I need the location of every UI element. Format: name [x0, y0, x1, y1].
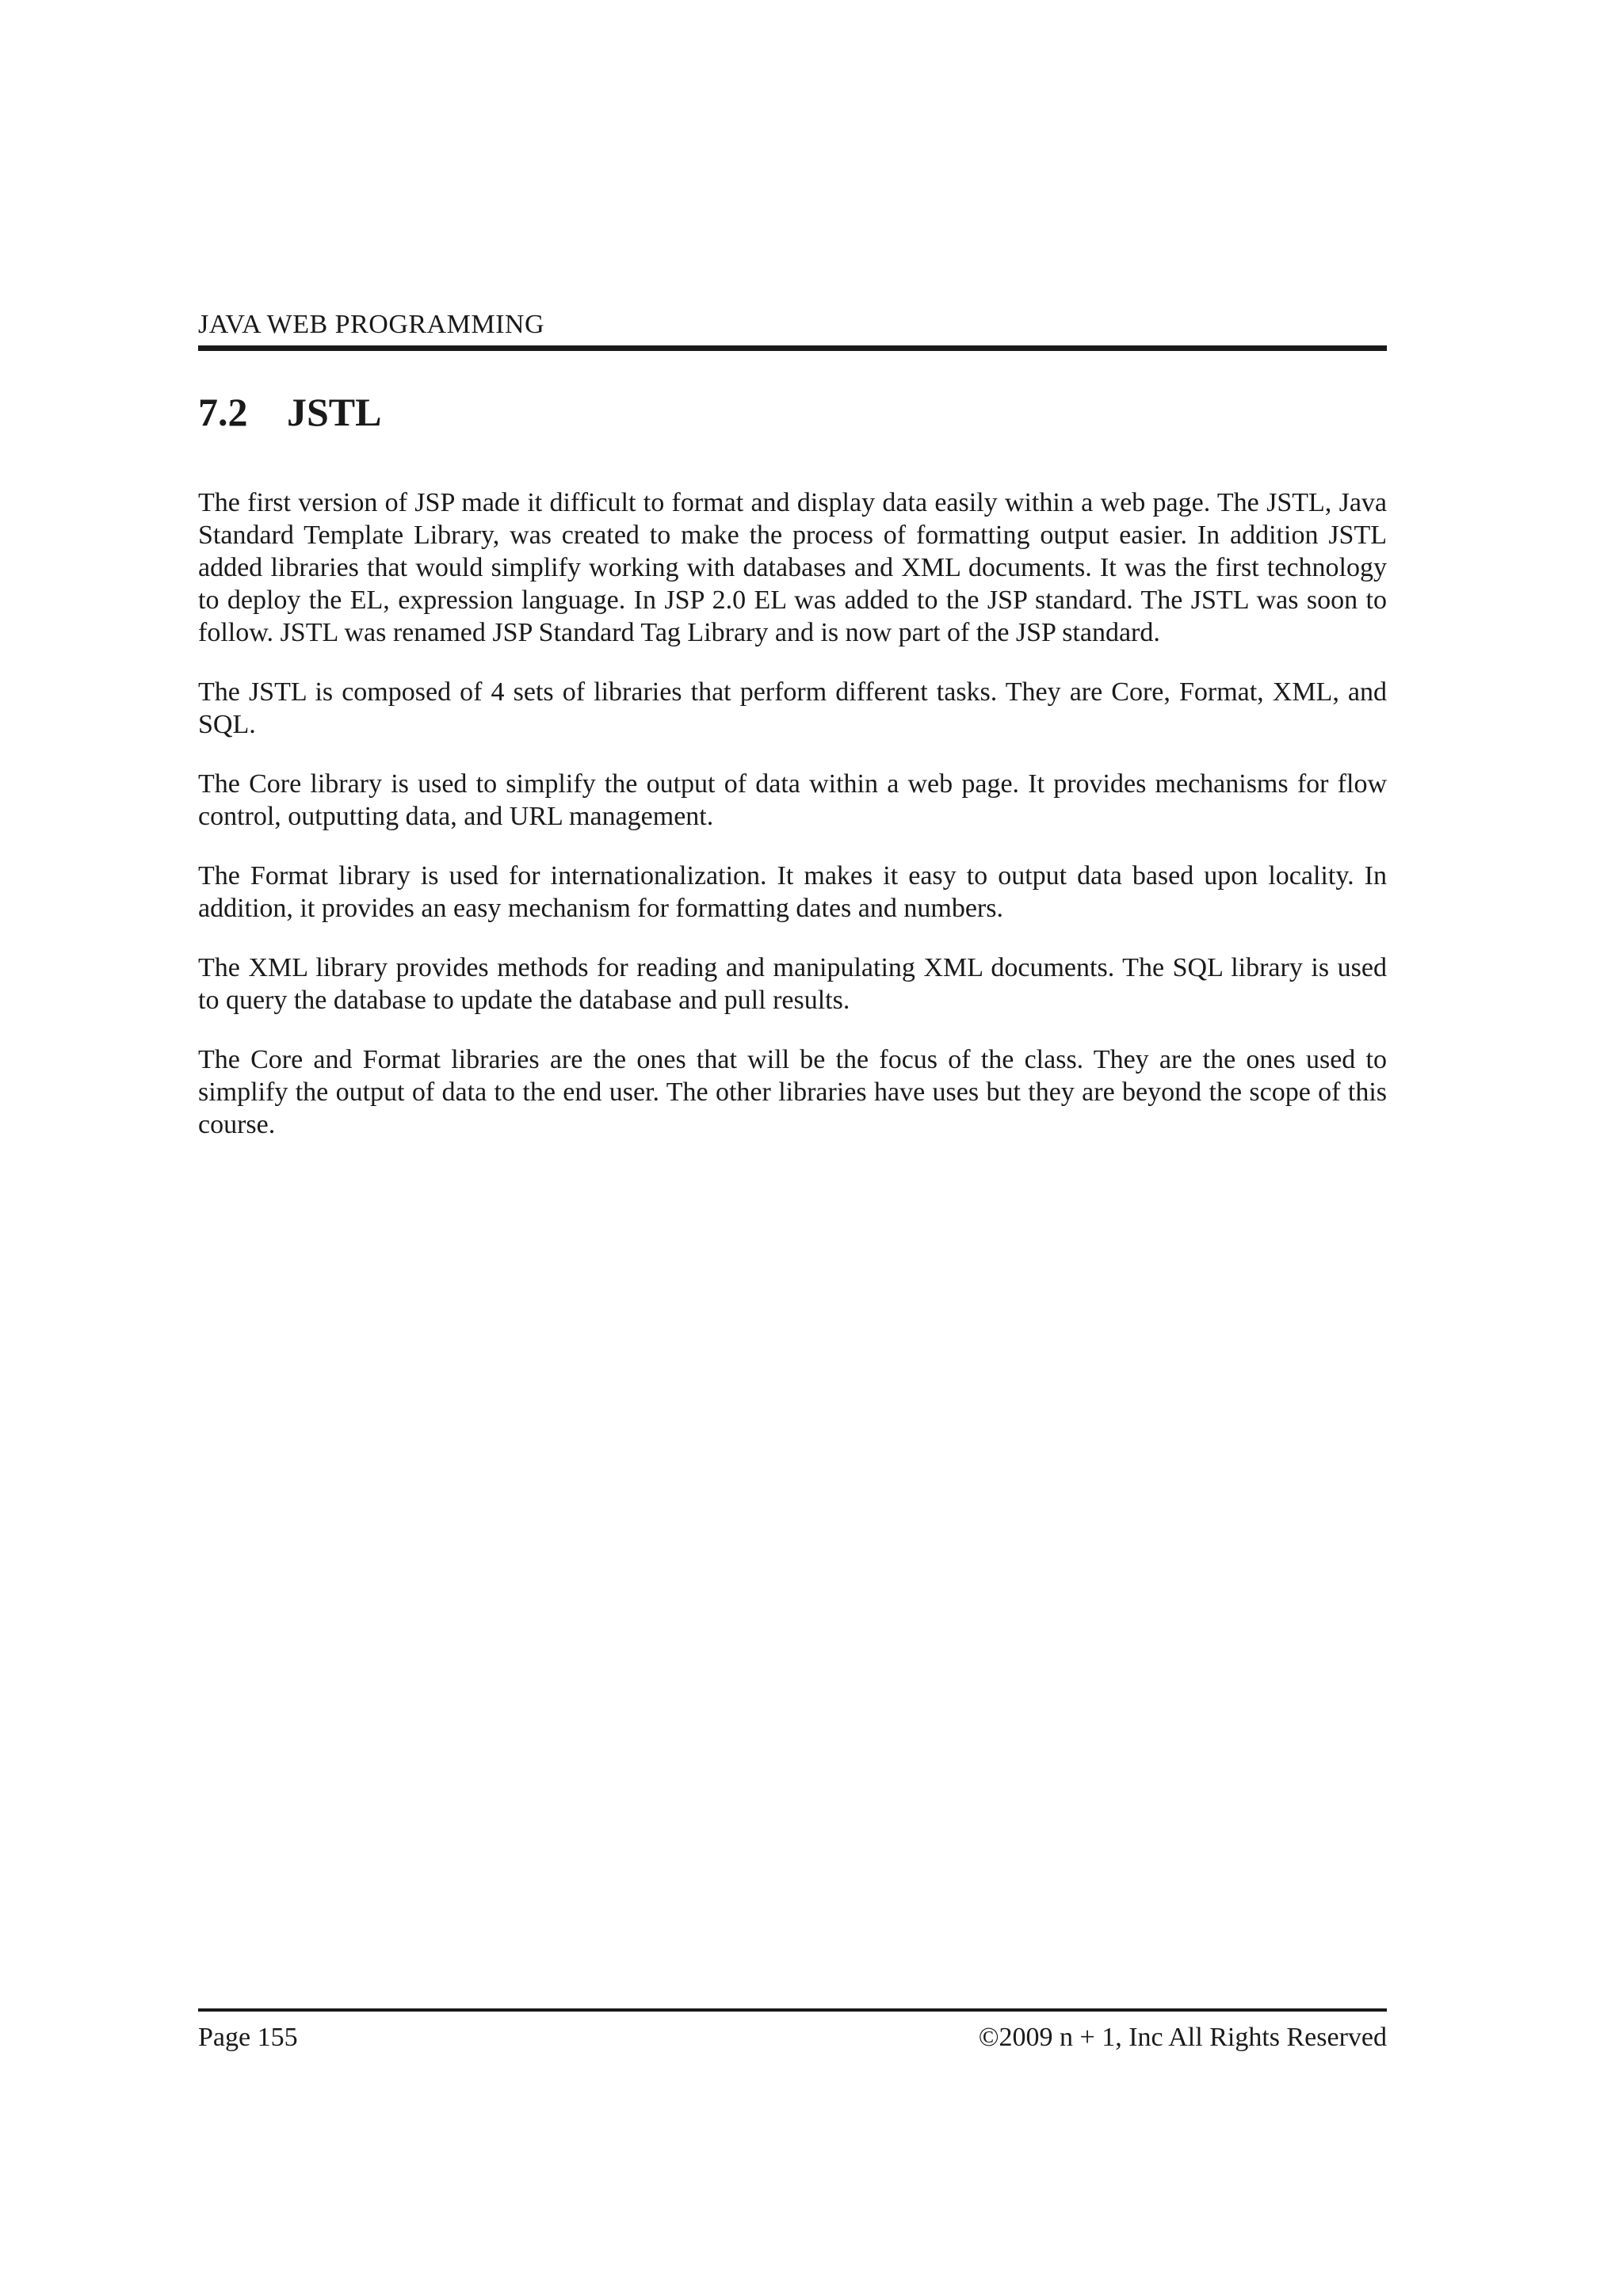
footer-rule [198, 2008, 1387, 2012]
header-rule [198, 345, 1387, 351]
page-footer [198, 2022, 1387, 2054]
running-header: JAVA WEB PROGRAMMING [198, 310, 544, 339]
paragraph: The JSTL is composed of 4 sets of libraries that perform different tasks. They are Core, Format, XML, and SQL. [198, 677, 1387, 739]
paragraph: The XML library provides methods for reading and manipulating XML documents. The SQL library is used to query the database to update the database and pull results. [198, 953, 1387, 1015]
copyright-notice: ©2009 n + 1, Inc All Rights Reserved [978, 2023, 1387, 2052]
page-number: Page 155 [198, 2023, 298, 2052]
paragraph: The Core and Format libraries are the ones that will be the focus of the class. They are the ones used to simplify the output of data to the end user. The other libraries have uses but they are beyond the scope of this course. [198, 1045, 1387, 1139]
section-number: 7.2 [198, 390, 248, 434]
paragraph: The Core library is used to simplify the output of data within a web page. It provides mechanisms for flow control, outputting data, and URL management. [198, 769, 1387, 831]
body-text [198, 486, 1387, 1168]
paragraph: The Format library is used for internationalization. It makes it easy to output data based upon locality. In addition, it provides an easy mechanism for formatting dates and numbers. [198, 861, 1387, 923]
section-title: JSTL [287, 390, 382, 434]
paragraph: The first version of JSP made it difficult to format and display data easily within a web page. The JSTL, Java Standard Template Library, was created to make the process of formatting output easier. In addition JSTL added libraries that would simplify working with databases and XML documents. It was the first technology to deploy the EL, expression language. In JSP 2.0 EL was added to the JSP standard. The JSTL was soon to follow. JSTL was renamed JSP Standard Tag Library and is now part of the JSP standard. [198, 488, 1387, 647]
section-heading [198, 388, 1387, 436]
